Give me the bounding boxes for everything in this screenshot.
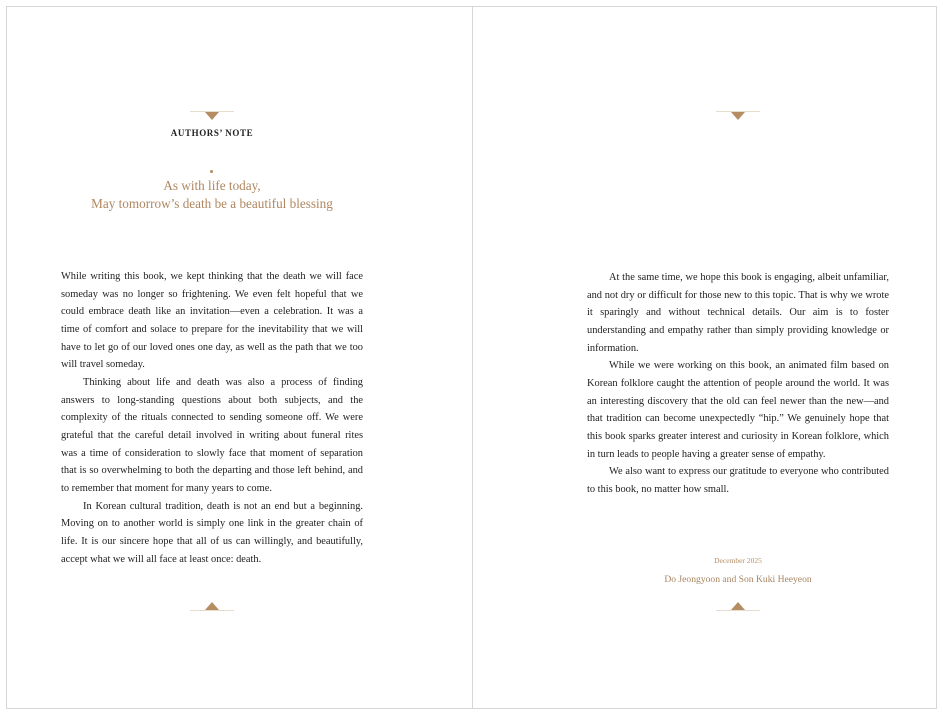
epigraph-line: As with life today, (163, 178, 261, 193)
right-page (473, 7, 936, 708)
paragraph: While we were working on this book, an animated film based on Korean folklore caught the attention of people around the world. It was an interesting discovery that the old can feel newer than the new—and that tradition can become unexpectedly “hip.” We genuinely hope that this book sparks greater interest and curiosity in Korean folklore, which in turn leads to people having a greater sense of empathy. (587, 360, 889, 460)
left-page (7, 7, 472, 708)
signature-authors: Do Jeongyoon and Son Kuki Heeyeon (664, 574, 812, 585)
paragraph: At the same time, we hope this book is engaging, albeit unfamiliar, and not dry or difficult for those new to this topic. That is why we wrote it sparingly and without technical details. Our aim is to foster understanding and empathy rather than simply providing knowledge or information. (587, 272, 889, 354)
dot-ornament-icon (210, 170, 213, 173)
signature-date: December 2025 (714, 556, 762, 565)
top-ornament-icon (190, 111, 234, 121)
paragraph: We also want to express our gratitude to everyone who contributed to this book, no matter how small. (587, 466, 889, 495)
book-spread (6, 6, 937, 709)
body-text-left (61, 268, 363, 568)
body-text-right (587, 269, 889, 499)
bottom-ornament-icon (716, 601, 760, 611)
bottom-ornament-icon (190, 601, 234, 611)
paragraph: Thinking about life and death was also a process of finding answers to long-standing questions about both subjects, and the complexity of the rituals connected to sending someone off. We were grateful that the careful detail involved in writing about funeral rites was a time of consideration to slowly face that moment of separation that is so overwhelming to both the departing and those left behind, and to remember that moment for many years to come. (61, 376, 363, 494)
epigraph (7, 177, 417, 213)
top-ornament-icon (716, 111, 760, 121)
paragraph: While writing this book, we kept thinking that the death we will face someday was no longer so frightening. We even felt hopeful that we could embrace death like an invitation—even a celebration. It was a time of comfort and solace to prepare for the inevitability that we will have to let go of our loved ones one day, as well as the path that we too will travel someday. (61, 271, 363, 371)
paragraph: In Korean cultural tradition, death is not an end but a beginning. Moving on to another world is simply one link in the greater chain of life. It is our sincere hope that all of us can willingly, and beautifully, accept what we will all face at least once: death. (61, 500, 363, 565)
epigraph-line: May tomorrow’s death be a beautiful blessing (91, 196, 333, 211)
section-heading: AUTHORS’ NOTE (170, 128, 254, 138)
